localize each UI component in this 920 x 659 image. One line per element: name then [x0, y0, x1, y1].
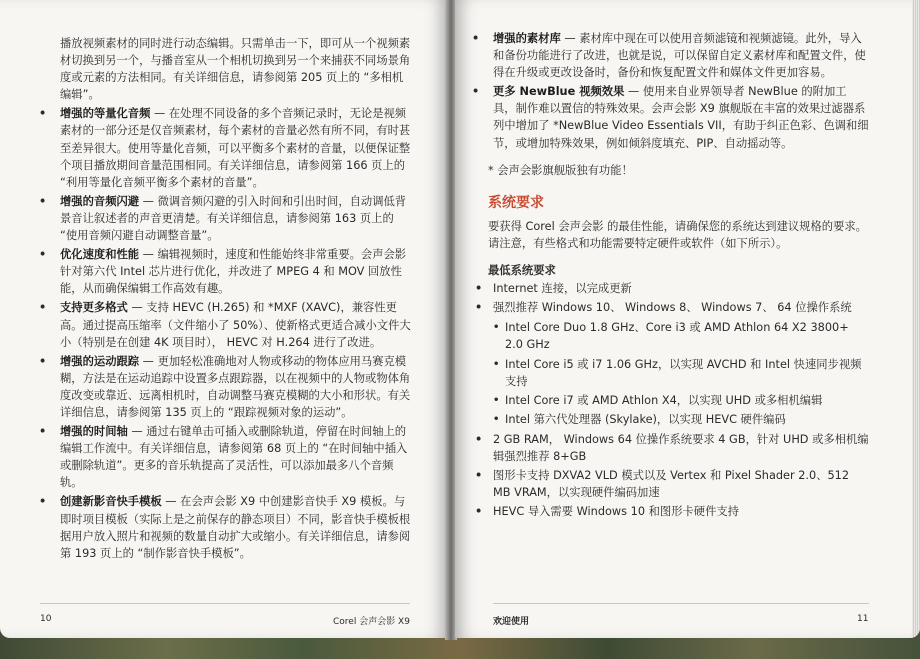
feature-title: 增强的时间轴 [60, 425, 128, 439]
section-heading: 系统要求 [488, 194, 544, 211]
feature-item [39, 353, 412, 421]
bullet-icon: • [493, 413, 500, 425]
requirement-text: 2 GB RAM， Windows 64 位操作系统要求 4 GB，针对 UHD 或多相机编辑强烈推荐 8+GB [493, 432, 869, 463]
ultimate-note: * 会声会影旗舰版独有功能！ [488, 163, 633, 177]
feature-text: — 支持 HEVC (H.265) 和 *MXF (XAVC)，兼容性更高。通过提高压缩率（文件缩小了 50%）、使新格式更适合减小文件大小（特别是在创建 4K 项目时）， HEVC 对 H.264 进行了改进。 [60, 301, 411, 349]
requirement-text: HEVC 导入需要 Windows 10 和图形卡硬件支持 [493, 505, 739, 519]
feature-item [39, 299, 412, 350]
requirement-item [475, 503, 869, 520]
requirement-item [475, 467, 869, 501]
page-number: 11 [857, 614, 869, 624]
feature-text: — 使用来自业界领导者 NewBlue 的附加工具，制作难以置信的特殊效果。会声会影 X9 旗舰版在丰富的效果过滤器系列中增加了 *NewBlue Video Essentials VII，有助于纠正色彩、色调和细节，或增加特殊效果，例如倾斜度填充、PIP、自动摇动等。 [493, 85, 869, 150]
feature-title: 创建新影音快手模板 [60, 495, 162, 509]
requirement-text: Internet 连接，以完成更新 [493, 282, 632, 296]
page-edges [912, 0, 920, 638]
feature-text: — 通过右键单击可插入或删除轨道，停留在时间轴上的编辑工作流中。有关详细信息，请参阅第 68 页上的 “在时间轴中插入或删除轨道”。更多的音乐轨提高了灵活性，可以添加最多八个音频轨。 [60, 425, 408, 490]
feature-text: — 微调音频闪避的引入时间和引出时间，自动调低背景音让叙述者的声音更清楚。有关详细信息，请参阅第 163 页上的 “使用音频闪避自动调整音量”。 [60, 194, 407, 243]
intro-paragraph: 要获得 Corel 会声会影 的最佳性能，请确保您的系统达到建议规格的要求。请注意，有些格式和功能需要特定硬件或软件（如下所示）。 [488, 219, 867, 250]
cpu-item [493, 319, 869, 353]
feature-item [39, 423, 412, 491]
footer-rule [493, 603, 869, 604]
requirement-item [475, 431, 869, 465]
feature-title: 增强的运动跟踪 [60, 354, 140, 368]
bullet-icon: • [39, 194, 47, 208]
bullet-icon: • [39, 425, 47, 439]
bullet-icon: • [39, 354, 47, 368]
cpu-text: Intel Core i5 或 i7 1.06 GHz，以实现 AVCHD 和 Intel 快速同步视频支持 [505, 357, 862, 388]
cpu-text: Intel Core i7 或 AMD Athlon X4，以实现 UHD 或多相机编辑 [505, 393, 823, 407]
bullet-icon: • [475, 469, 483, 483]
left-page [0, 0, 447, 638]
feature-item [39, 105, 412, 190]
min-requirements-title: 最低系统要求 [488, 264, 556, 278]
requirement-text: 图形卡支持 DXVA2 VLD 模式以及 Vertex 和 Pixel Shader 2.0、512 MB VRAM，以实现硬件编码加速 [493, 469, 850, 500]
feature-title: 更多 NewBlue 视频效果 [493, 85, 625, 99]
bullet-icon: • [475, 301, 483, 315]
bullet-icon: • [493, 322, 500, 334]
feature-item [39, 493, 412, 561]
bullet-icon: • [39, 495, 47, 509]
cpu-item [493, 411, 869, 428]
feature-text: — 编辑视频时，速度和性能始终非常重要。会声会影针对第六代 Intel 芯片进行优化，并改进了 MPEG 4 和 MOV 回放性能，从而确保编辑工作高效有趣。 [60, 248, 407, 296]
cpu-list [493, 319, 869, 428]
bullet-icon: • [39, 107, 47, 121]
feature-item [39, 193, 412, 244]
bullet-icon: • [472, 32, 480, 45]
feature-text: — 在会声会影 X9 中创建影音快手 X9 模板。与即时项目模板（实际上是之前保存的静态项目）不同，影音快手模板根据用户放入照片和视频的数量自动扩大或缩小。有关详细信息，请参阅第 193 页上的 “制作影音快手模板”。 [60, 495, 411, 560]
running-footer-title: 欢迎使用 [493, 617, 530, 627]
feature-title: 增强的音频闪避 [60, 194, 140, 208]
bullet-icon: • [39, 248, 47, 262]
bullet-icon: • [475, 282, 483, 296]
cpu-text: Intel 第六代处理器 (Skylake)，以实现 HEVC 硬件编码 [505, 412, 786, 426]
bullet-icon: • [493, 358, 500, 370]
feature-text: — 更加轻松准确地对人物或移动的物体应用马赛克模糊，方法是在运动追踪中设置多点跟踪器，以在视频中的人物或物体角度改变或靠近、远离相机时，自动调整马赛克模糊的大小和形状。有关详细信息，请参阅第 135 页上的 “跟踪视频对象的运动”。 [60, 354, 411, 419]
feature-item [472, 30, 869, 81]
running-footer-title: Corel 会声会影 X9 [333, 617, 410, 627]
page-number: 10 [40, 614, 52, 624]
feature-title: 支持更多格式 [60, 301, 128, 315]
footer-rule [40, 603, 410, 604]
feature-item [39, 246, 412, 297]
bullet-icon: • [475, 432, 483, 446]
continued-paragraph: 播放视频素材的同时进行动态编辑。只需单击一下，即可从一个视频素材切换到另一个，与播音室从一个相机切换到另一个来捕获不同场景角度或元素的方法相同。有关详细信息，请参阅第 205 页上的 “多相机编辑”。 [60, 37, 411, 102]
bullet-icon: • [475, 505, 483, 519]
bullet-icon: • [472, 85, 480, 99]
feature-title: 增强的等量化音频 [60, 107, 151, 121]
requirement-item [475, 280, 869, 297]
bullet-icon: • [39, 301, 47, 315]
feature-title: 增强的素材库 [493, 32, 561, 45]
cpu-item [493, 356, 869, 390]
requirement-text: 强烈推荐 Windows 10、 Windows 8、 Windows 7、 64 位操作系统 [493, 301, 852, 315]
cpu-item [493, 392, 869, 409]
requirement-item [475, 299, 869, 316]
cpu-text: Intel Core Duo 1.8 GHz、Core i3 或 AMD Athlon 64 X2 3800+ 2.0 GHz [505, 321, 849, 352]
right-page [455, 0, 920, 638]
bullet-icon: • [493, 394, 500, 406]
feature-item [472, 83, 869, 151]
feature-title: 优化速度和性能 [60, 248, 140, 262]
feature-text: — 在处理不同设备的多个音频记录时，无论是视频素材的一部分还是仅音频素材，每个素材的音量必然有所不同，有时甚至差异很大。使用等量化音频，可以平衡多个素材的音量，以便保证整个项目播放期间音量范围相同。有关详细信息，请参阅第 166 页上的 “利用等量化音频平衡多个素材的音量”。 [60, 107, 411, 189]
feature-text: — 素材库中现在可以使用音频滤镜和视频滤镜。此外，导入和备份功能进行了改进，也就是说，可以保留自定义素材库和配置文件，使得在升级或更改设备时，备份和恢复配置文件和媒体文件更加容易。 [493, 32, 866, 80]
left-page-content [39, 35, 412, 564]
right-page-content [472, 30, 869, 522]
